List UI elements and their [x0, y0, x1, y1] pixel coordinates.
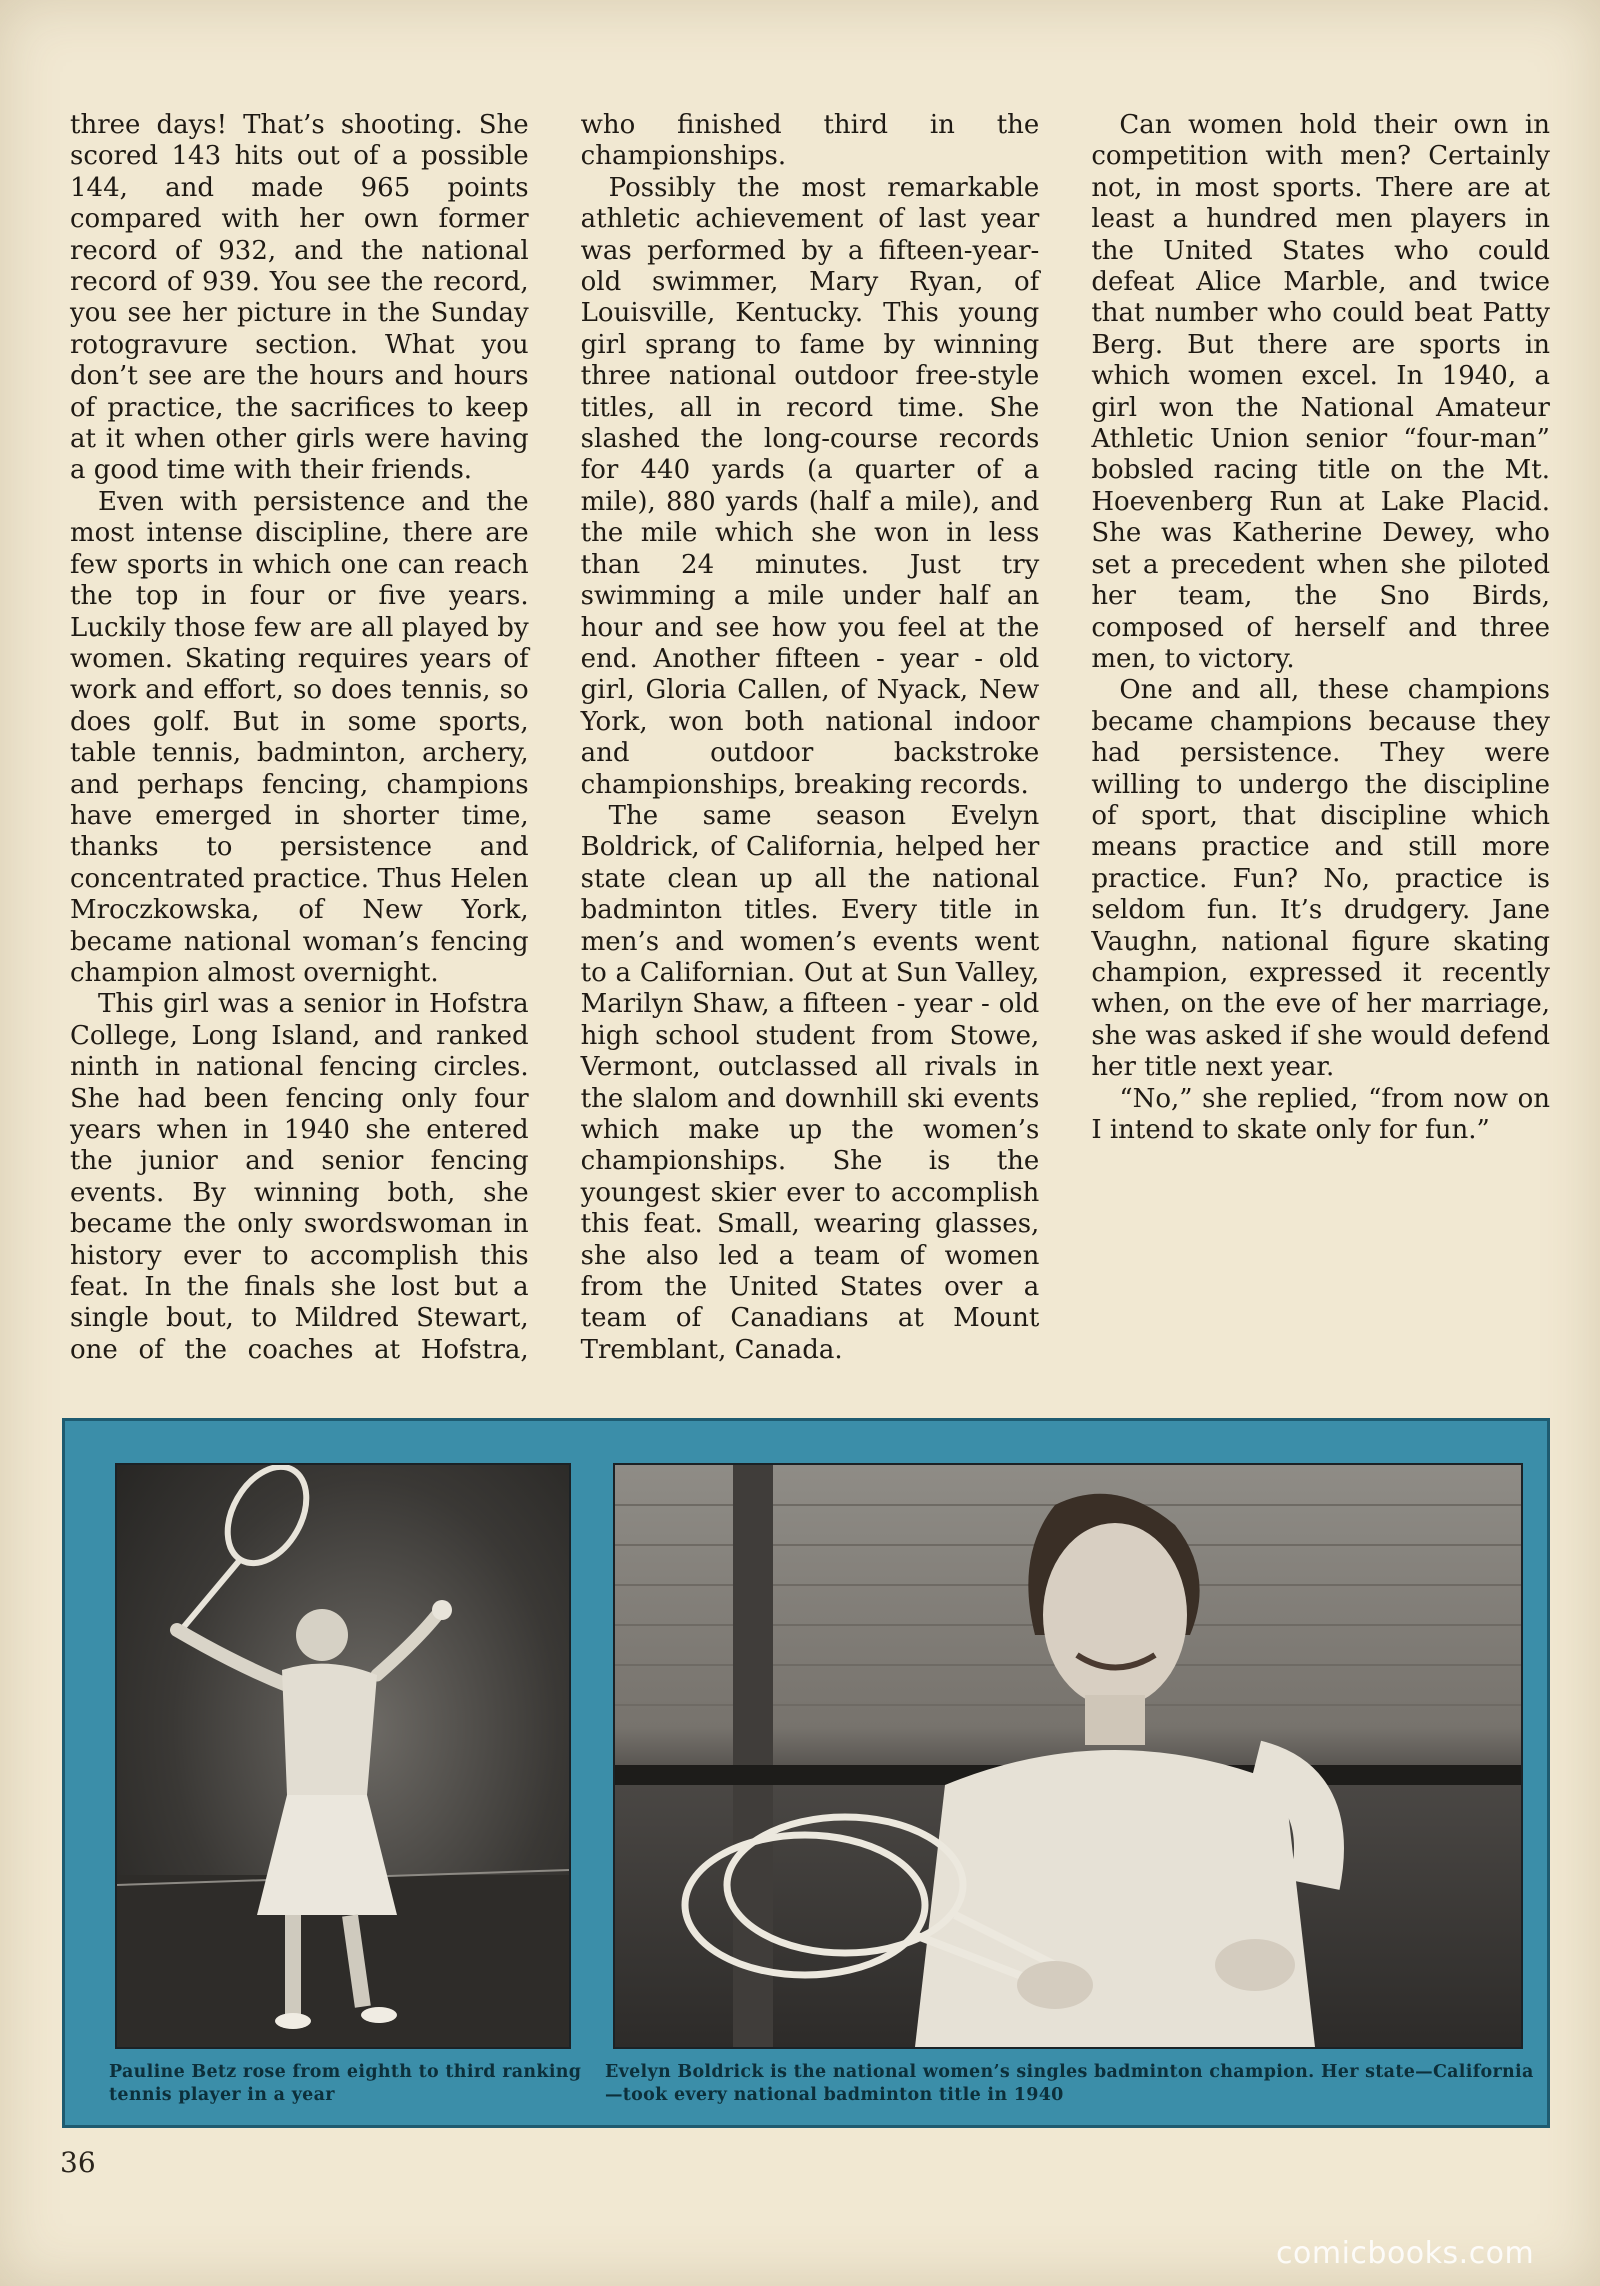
site-watermark: comicbooks.com: [1276, 2236, 1535, 2271]
badminton-champion-illustration: [615, 1465, 1521, 2047]
article-paragraph: “No,” she replied, “from now on I intend to skate only for fun.”: [1091, 1083, 1550, 1145]
tennis-photo-caption: Pauline Betz rose from eighth to third ranking tennis player in a year: [109, 2062, 582, 2105]
article-paragraph: three days! That’s shooting. She scored 143 hits out of a possible 144, and made 965 points compared with her own former record of 932, and the national record of 939. You see the record, you see her picture in the Sunday rotogravure section. What you don’t see are the hours and hours of practice, the sacrifices to keep at it when other girls were having a good time with their friends.: [70, 110, 529, 486]
page-number: 36: [60, 2146, 96, 2179]
article-paragraph: One and all, these champions became champions because they had persistence. They were willing to undergo the discipline of sport, that discipline which means practice and still more practice. Fun? No, practice is seldom fun. It’s drudgery. Jane Vaughn, national figure skating champion, expressed it recently when, on the eve of her marriage, she was asked if she would defend her title next year.: [1091, 675, 1550, 1083]
article-paragraph: The same season Evelyn Boldrick, of California, helped her state clean up all the national badminton titles. Every title in men’s and women’s events went to a Californian. Out at Sun Valley, Marilyn Shaw, a fifteen - year - old high school student from Stowe, Vermont, outclassed all rivals in the slalom and downhill ski events which make up the women’s championships. She is the youngest skier ever to accomplish this feat. Small, wearing glasses, she also led a team of women from the United States over a team of Canadians at Mount Tremblant, Canada.: [580, 800, 1040, 1365]
article-body: [70, 110, 1550, 1380]
photo-panel: [62, 1418, 1550, 2128]
badminton-champion-photo: [613, 1463, 1523, 2049]
badminton-photo-caption: Evelyn Boldrick is the national women’s singles badminton champion. Her state—California—took every national badminton title in 1940: [605, 2062, 1534, 2105]
tennis-player-illustration: [117, 1465, 569, 2047]
article-paragraph: Can women hold their own in competition with men? Certainly not, in most sports. There are at least a hundred men players in the United States who could defeat Alice Marble, and twice that number who could beat Patty Berg. But there are sports in which women excel. In 1940, a girl won the National Amateur Athletic Union senior “four-man” bobsled racing title on the Mt. Hoevenberg Run at Lake Placid. She was Katherine Dewey, who set a precedent when she piloted her team, the Sno Birds, composed of herself and three men, to victory.: [1091, 110, 1550, 674]
article-paragraph: Possibly the most remarkable athletic achievement of last year was performed by a fifteen-year-old swimmer, Mary Ryan, of Louisville, Kentucky. This young girl sprang to fame by winning three national outdoor free-style titles, all in record time. She slashed the long-course records for 440 yards (a quarter of a mile), 880 yards (half a mile), and the mile which she won in less than 24 minutes. Just try swimming a mile under half an hour and see how you feel at the end. Another fifteen - year - old girl, Gloria Callen, of Nyack, New York, won both national indoor and outdoor backstroke championships, breaking records.: [580, 172, 1040, 800]
tennis-player-photo: [115, 1463, 571, 2049]
article-paragraph: This girl was a senior in Hofstra College, Long Island, and ranked ninth in national fencing circles. She had been fencing only four years when in 1940 she entered the junior and senior fencing events. By winning both, she became the only swordswoman in history ever to accomplish this feat. In the finals she lost but a single bout, to Mildred Stewart, one of the coaches at Hofstra, who finished third in the championships.: [70, 110, 1040, 1365]
article-paragraph: Even with persistence and the most intense discipline, there are few sports in which one can reach the top in four or five years. Luckily those few are all played by women. Skating requires years of work and effort, so does tennis, so does golf. But in some sports, table tennis, badminton, archery, and perhaps fencing, champions have emerged in shorter time, thanks to persistence and concentrated practice. Thus Helen Mroczkowska, of New York, became national woman’s fencing champion almost overnight.: [70, 486, 529, 988]
